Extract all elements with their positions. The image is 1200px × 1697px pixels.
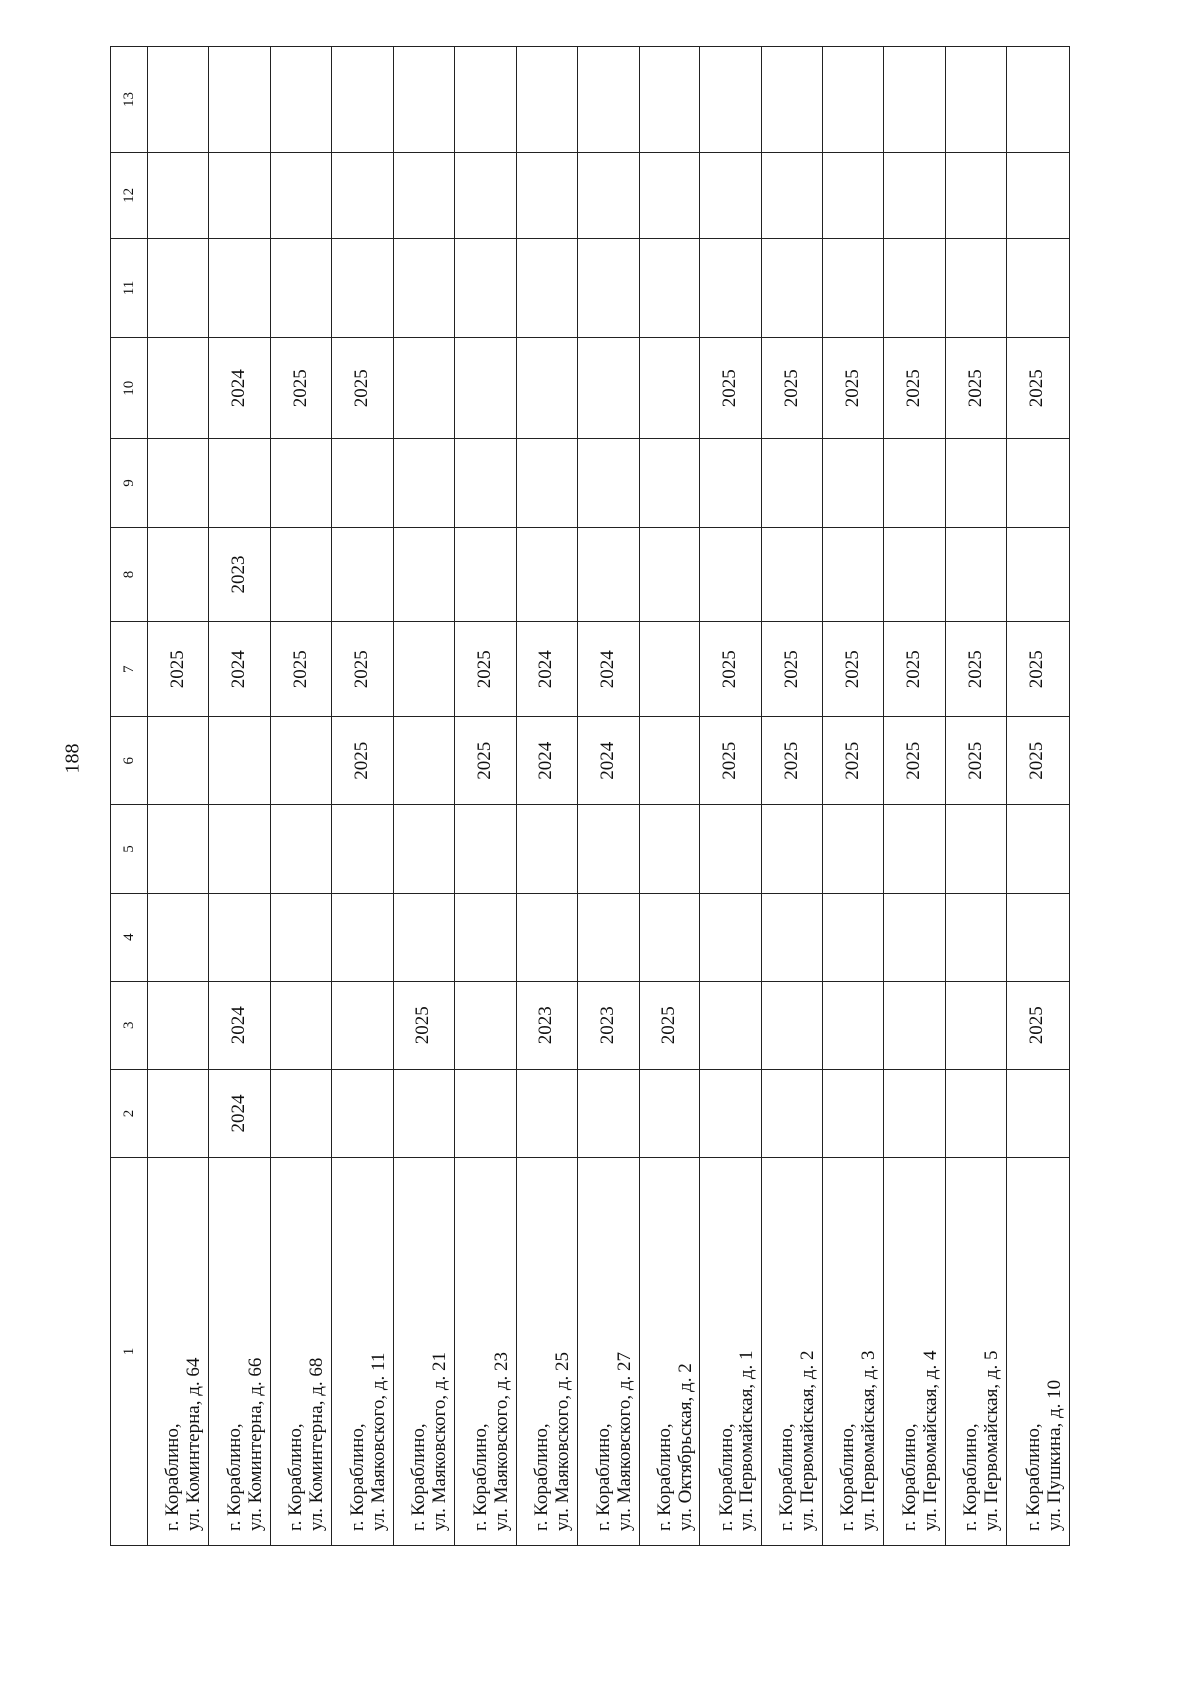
address-city: г. Кораблино, [1023,1423,1045,1531]
year-cell-col-3 [823,981,884,1069]
year-cell-col-4 [209,893,271,981]
year-cell-col-9 [946,439,1007,527]
year-cell-col-10: 2025 [700,338,762,439]
year-cell-col-5 [823,805,884,893]
address-street: ул. Пушкина, д. 10 [1044,1379,1066,1531]
year-cell-col-2 [271,1069,332,1157]
year-cell-col-11 [393,238,454,337]
table-row [762,47,823,1546]
year-cell-col-9 [332,439,394,527]
year-cell-col-4 [393,893,454,981]
address-cell [516,1158,577,1546]
year-cell-col-7: 2025 [454,622,516,717]
year-cell-col-3: 2025 [393,981,454,1069]
year-cell-col-10: 2025 [884,338,946,439]
year-cell-col-2 [1006,1069,1069,1157]
year-cell-col-7: 2025 [332,622,394,717]
year-cell-col-12 [454,152,516,238]
column-number-8: 8 [111,527,148,622]
year-cell-col-5 [454,805,516,893]
year-cell-col-13 [1006,47,1069,153]
address-street: ул. Маяковского, д. 27 [613,1351,635,1531]
year-cell-col-8 [577,527,639,622]
year-cell-col-2 [516,1069,577,1157]
address-city: г. Кораблино, [653,1423,675,1531]
year-cell-col-4 [271,893,332,981]
year-cell-col-7: 2025 [823,622,884,717]
year-cell-col-3 [700,981,762,1069]
year-cell-col-8 [1006,527,1069,622]
year-cell-col-3: 2024 [209,981,271,1069]
year-cell-col-9 [516,439,577,527]
year-cell-col-8 [332,527,394,622]
year-cell-col-3: 2023 [516,981,577,1069]
address-street: ул. Первомайская, д. 3 [858,1350,880,1531]
year-cell-col-9 [823,439,884,527]
year-cell-col-6: 2025 [332,717,394,805]
year-cell-col-9 [884,439,946,527]
table-row [884,47,946,1546]
address-city: г. Кораблино, [469,1423,491,1531]
year-cell-col-13 [946,47,1007,153]
column-number-7: 7 [111,622,148,717]
address-street: ул. Первомайская, д. 1 [736,1350,758,1531]
address-city: г. Кораблино, [408,1423,430,1531]
year-cell-col-9 [762,439,823,527]
year-cell-col-3 [148,981,209,1069]
column-number-5: 5 [111,805,148,893]
data-table [110,46,1070,1546]
year-cell-col-9 [209,439,271,527]
year-cell-col-7: 2024 [577,622,639,717]
year-cell-col-3 [271,981,332,1069]
page-number [58,738,88,778]
address-city: г. Кораблино, [530,1423,552,1531]
address-street: ул. Первомайская, д. 5 [980,1350,1002,1531]
year-cell-col-2 [700,1069,762,1157]
year-cell-col-6: 2024 [516,717,577,805]
address-cell [209,1158,271,1546]
year-cell-col-10: 2025 [332,338,394,439]
address-city: г. Кораблино, [162,1423,184,1531]
year-cell-col-10 [148,338,209,439]
address-city: г. Кораблино, [592,1423,614,1531]
year-cell-col-11 [209,238,271,337]
year-cell-col-10: 2025 [271,338,332,439]
year-cell-col-7: 2025 [271,622,332,717]
year-cell-col-5 [1006,805,1069,893]
year-cell-col-12 [700,152,762,238]
year-cell-col-4 [516,893,577,981]
year-cell-col-8 [271,527,332,622]
year-cell-col-6: 2025 [700,717,762,805]
year-cell-col-4 [577,893,639,981]
year-cell-col-6: 2025 [823,717,884,805]
address-street: ул. Коминтерна, д. 64 [183,1357,205,1531]
address-street: ул. Коминтерна, д. 68 [306,1357,328,1531]
year-cell-col-7: 2025 [946,622,1007,717]
address-city: г. Кораблино, [715,1423,737,1531]
year-cell-col-13 [454,47,516,153]
address-city: г. Кораблино, [776,1423,798,1531]
address-cell [823,1158,884,1546]
column-number-6: 6 [111,717,148,805]
address-city: г. Кораблино, [347,1423,369,1531]
table-row [516,47,577,1546]
year-cell-col-3 [884,981,946,1069]
address-street: ул. Октябрьская, д. 2 [674,1363,696,1531]
year-cell-col-2 [639,1069,700,1157]
year-cell-col-12 [271,152,332,238]
address-street: ул. Коминтерна, д. 66 [245,1357,267,1531]
year-cell-col-5 [762,805,823,893]
year-cell-col-11 [762,238,823,337]
year-cell-col-3: 2025 [1006,981,1069,1069]
year-cell-col-11 [639,238,700,337]
year-cell-col-2 [332,1069,394,1157]
year-cell-col-6: 2025 [1006,717,1069,805]
year-cell-col-4 [332,893,394,981]
column-number-11: 11 [111,238,148,337]
year-cell-col-7: 2025 [884,622,946,717]
year-cell-col-5 [946,805,1007,893]
year-cell-col-7: 2025 [700,622,762,717]
year-cell-col-8 [762,527,823,622]
address-city: г. Кораблино, [837,1423,859,1531]
address-street: ул. Первомайская, д. 4 [920,1350,942,1531]
year-cell-col-13 [884,47,946,153]
year-cell-col-2 [946,1069,1007,1157]
rotated-table-container [110,46,1070,1546]
year-cell-col-12 [884,152,946,238]
table-row [454,47,516,1546]
year-cell-col-8 [393,527,454,622]
table-row [946,47,1007,1546]
year-cell-col-4 [762,893,823,981]
year-cell-col-8 [454,527,516,622]
year-cell-col-9 [271,439,332,527]
year-cell-col-2: 2024 [209,1069,271,1157]
year-cell-col-4 [884,893,946,981]
year-cell-col-11 [516,238,577,337]
year-cell-col-6 [639,717,700,805]
address-cell [454,1158,516,1546]
year-cell-col-12 [1006,152,1069,238]
year-cell-col-7: 2024 [209,622,271,717]
year-cell-col-5 [577,805,639,893]
table-row [271,47,332,1546]
year-cell-col-10: 2025 [1006,338,1069,439]
header-row [111,47,148,1546]
year-cell-col-5 [393,805,454,893]
year-cell-col-7: 2025 [1006,622,1069,717]
address-cell [700,1158,762,1546]
year-cell-col-9 [700,439,762,527]
table-row [639,47,700,1546]
year-cell-col-6 [393,717,454,805]
address-street: ул. Первомайская, д. 2 [797,1350,819,1531]
year-cell-col-10 [454,338,516,439]
address-city: г. Кораблино, [899,1423,921,1531]
address-city: г. Кораблино, [285,1423,307,1531]
year-cell-col-4 [148,893,209,981]
year-cell-col-11 [823,238,884,337]
column-number-3: 3 [111,981,148,1069]
year-cell-col-3 [946,981,1007,1069]
year-cell-col-12 [393,152,454,238]
year-cell-col-2 [148,1069,209,1157]
address-cell [639,1158,700,1546]
year-cell-col-2 [884,1069,946,1157]
address-cell [577,1158,639,1546]
year-cell-col-7 [393,622,454,717]
year-cell-col-2 [393,1069,454,1157]
year-cell-col-5 [209,805,271,893]
year-cell-col-10: 2024 [209,338,271,439]
year-cell-col-13 [148,47,209,153]
year-cell-col-13 [762,47,823,153]
year-cell-col-9 [639,439,700,527]
year-cell-col-5 [639,805,700,893]
table-row [1006,47,1069,1546]
year-cell-col-6 [271,717,332,805]
year-cell-col-8 [148,527,209,622]
year-cell-col-2 [762,1069,823,1157]
table-body [111,47,1070,1546]
year-cell-col-5 [271,805,332,893]
year-cell-col-2 [454,1069,516,1157]
column-number-4: 4 [111,893,148,981]
year-cell-col-12 [639,152,700,238]
table-row [148,47,209,1546]
year-cell-col-13 [577,47,639,153]
address-cell [762,1158,823,1546]
year-cell-col-11 [577,238,639,337]
table-row [393,47,454,1546]
year-cell-col-11 [148,238,209,337]
year-cell-col-5 [700,805,762,893]
year-cell-col-12 [946,152,1007,238]
year-cell-col-11 [271,238,332,337]
year-cell-col-13 [516,47,577,153]
address-cell [271,1158,332,1546]
year-cell-col-10 [639,338,700,439]
table-row [577,47,639,1546]
year-cell-col-10 [393,338,454,439]
year-cell-col-9 [577,439,639,527]
year-cell-col-10 [577,338,639,439]
year-cell-col-13 [393,47,454,153]
year-cell-col-5 [332,805,394,893]
year-cell-col-11 [884,238,946,337]
year-cell-col-9 [393,439,454,527]
address-city: г. Кораблино, [960,1423,982,1531]
column-number-1: 1 [111,1158,148,1546]
year-cell-col-8 [884,527,946,622]
address-cell [946,1158,1007,1546]
year-cell-col-6: 2025 [762,717,823,805]
year-cell-col-7: 2025 [148,622,209,717]
year-cell-col-8 [516,527,577,622]
year-cell-col-12 [823,152,884,238]
address-cell [1006,1158,1069,1546]
address-cell [148,1158,209,1546]
year-cell-col-12 [516,152,577,238]
table-row [823,47,884,1546]
address-cell [332,1158,394,1546]
year-cell-col-11 [454,238,516,337]
year-cell-col-9 [148,439,209,527]
column-number-10: 10 [111,338,148,439]
address-street: ул. Маяковского, д. 21 [428,1351,450,1531]
year-cell-col-8 [639,527,700,622]
address-street: ул. Маяковского, д. 25 [551,1351,573,1531]
year-cell-col-9 [1006,439,1069,527]
column-number-12: 12 [111,152,148,238]
year-cell-col-12 [577,152,639,238]
year-cell-col-10: 2025 [762,338,823,439]
year-cell-col-13 [639,47,700,153]
column-number-13: 13 [111,47,148,153]
year-cell-col-4 [946,893,1007,981]
address-street: ул. Маяковского, д. 23 [490,1351,512,1531]
year-cell-col-4 [823,893,884,981]
column-number-9: 9 [111,439,148,527]
year-cell-col-4 [454,893,516,981]
page-number-text: 188 [61,743,84,773]
year-cell-col-13 [332,47,394,153]
year-cell-col-10 [516,338,577,439]
address-city: г. Кораблино, [224,1423,246,1531]
year-cell-col-5 [884,805,946,893]
year-cell-col-5 [148,805,209,893]
year-cell-col-3 [332,981,394,1069]
year-cell-col-10: 2025 [823,338,884,439]
year-cell-col-4 [700,893,762,981]
year-cell-col-12 [209,152,271,238]
year-cell-col-11 [700,238,762,337]
address-street: ул. Маяковского, д. 11 [368,1352,390,1531]
year-cell-col-6: 2024 [577,717,639,805]
year-cell-col-3: 2023 [577,981,639,1069]
year-cell-col-12 [332,152,394,238]
year-cell-col-8 [700,527,762,622]
address-cell [884,1158,946,1546]
year-cell-col-8 [946,527,1007,622]
year-cell-col-7 [639,622,700,717]
year-cell-col-6: 2025 [884,717,946,805]
table-row [332,47,394,1546]
year-cell-col-8 [823,527,884,622]
year-cell-col-2 [577,1069,639,1157]
year-cell-col-6 [209,717,271,805]
year-cell-col-2 [823,1069,884,1157]
year-cell-col-6: 2025 [454,717,516,805]
year-cell-col-12 [762,152,823,238]
year-cell-col-3: 2025 [639,981,700,1069]
year-cell-col-13 [271,47,332,153]
year-cell-col-6: 2025 [946,717,1007,805]
year-cell-col-11 [946,238,1007,337]
year-cell-col-6 [148,717,209,805]
address-cell [393,1158,454,1546]
year-cell-col-11 [1006,238,1069,337]
year-cell-col-4 [1006,893,1069,981]
year-cell-col-13 [823,47,884,153]
table-row [700,47,762,1546]
year-cell-col-3 [762,981,823,1069]
year-cell-col-11 [332,238,394,337]
year-cell-col-7: 2024 [516,622,577,717]
table-row [209,47,271,1546]
year-cell-col-7: 2025 [762,622,823,717]
year-cell-col-5 [516,805,577,893]
year-cell-col-13 [700,47,762,153]
year-cell-col-3 [454,981,516,1069]
column-number-2: 2 [111,1069,148,1157]
year-cell-col-4 [639,893,700,981]
year-cell-col-9 [454,439,516,527]
year-cell-col-8: 2023 [209,527,271,622]
year-cell-col-10: 2025 [946,338,1007,439]
year-cell-col-12 [148,152,209,238]
year-cell-col-13 [209,47,271,153]
